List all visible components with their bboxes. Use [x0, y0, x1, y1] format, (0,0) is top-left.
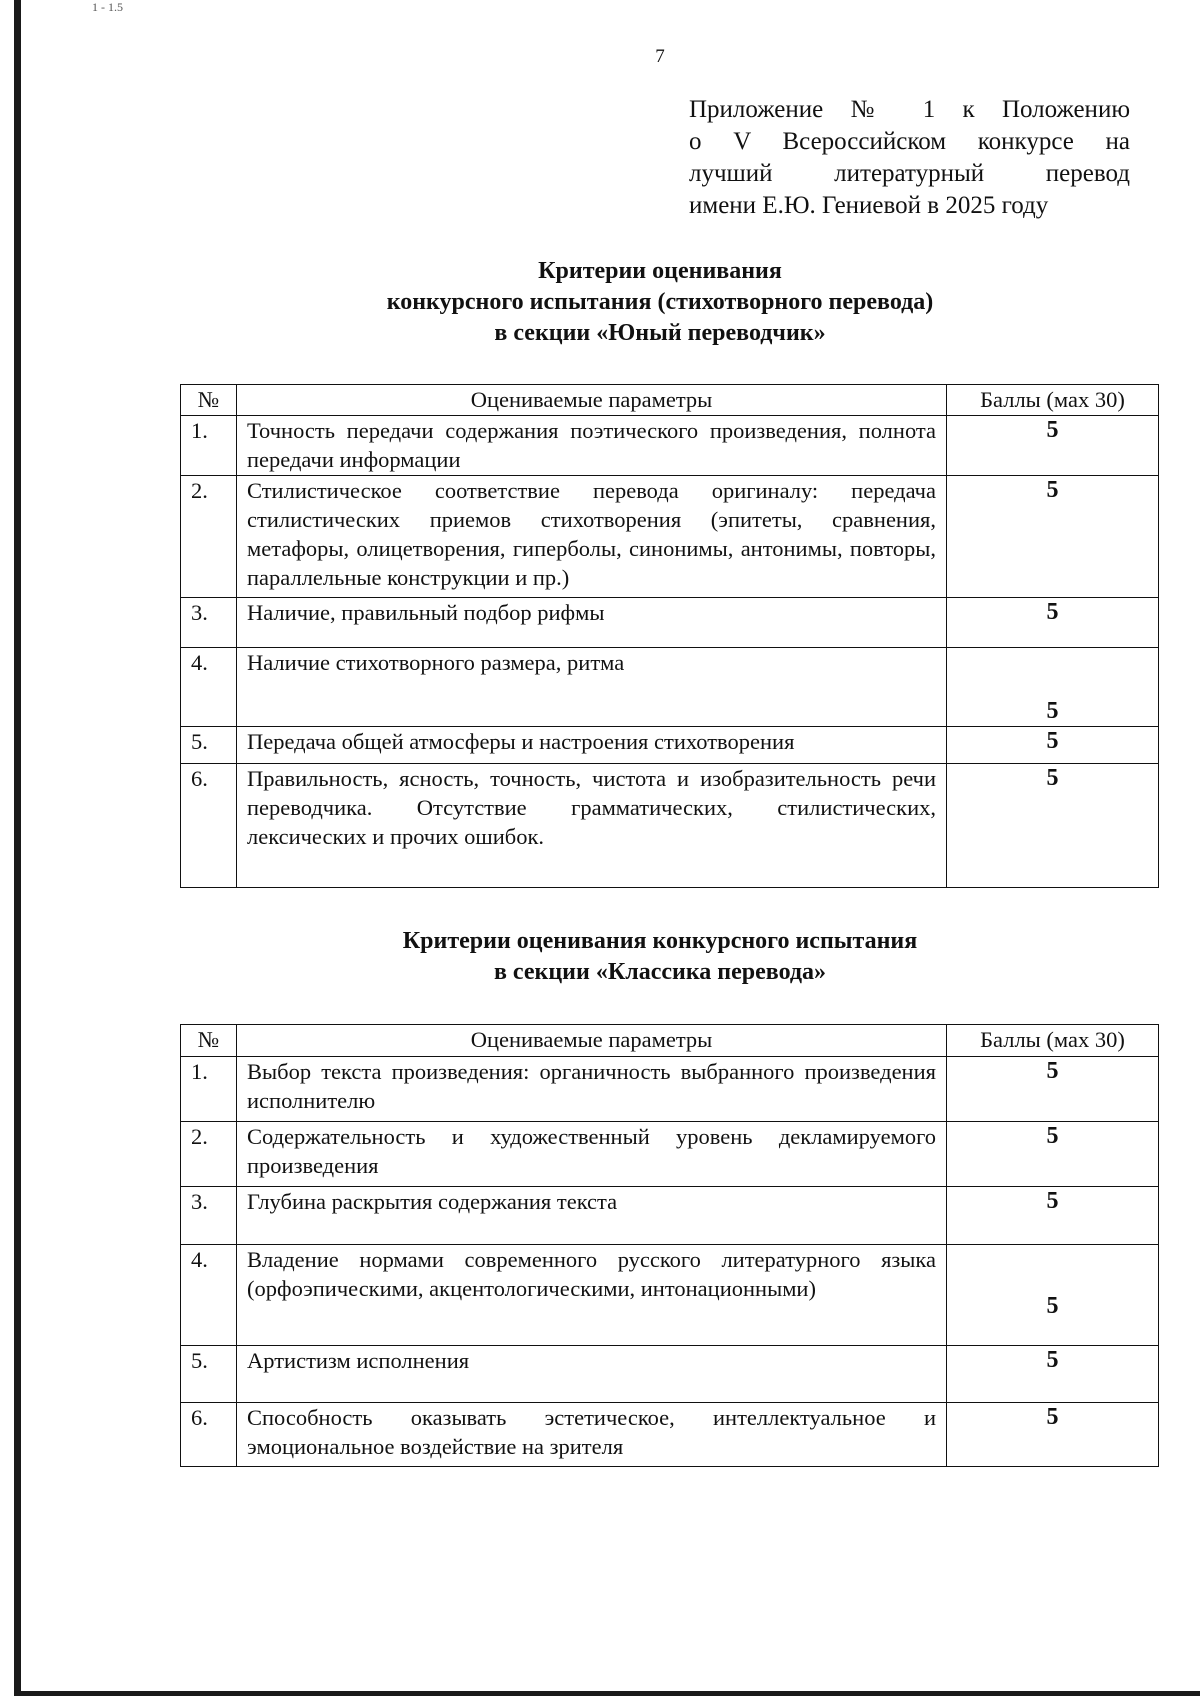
- row-num: 3.: [181, 598, 237, 648]
- header-score: Баллы (мах 30): [947, 385, 1159, 416]
- row-score: 5: [947, 1245, 1159, 1346]
- table-row: [181, 1403, 1159, 1467]
- row-score: 5: [947, 476, 1159, 598]
- table-row: [181, 1057, 1159, 1122]
- row-param: Передача общей атмосферы и настроения стихотворения: [237, 727, 947, 764]
- header-param: Оцениваемые параметры: [237, 385, 947, 416]
- row-score: 5: [947, 1187, 1159, 1245]
- table-header-row: [181, 1025, 1159, 1057]
- row-num: 2.: [181, 1122, 237, 1187]
- table-row: [181, 476, 1159, 598]
- header-param: Оцениваемые параметры: [237, 1025, 947, 1057]
- appendix-reference: [689, 94, 1130, 222]
- row-score: 5: [947, 1403, 1159, 1467]
- section1-title: [180, 256, 1140, 349]
- appendix-line: имени Е.Ю. Гениевой в 2025 году: [689, 192, 1049, 219]
- table-row: [181, 416, 1159, 476]
- page-number: 7: [655, 46, 665, 67]
- row-score: 5: [947, 764, 1159, 888]
- section1-title-line: Критерии оценивания: [538, 258, 782, 284]
- row-score: 5: [947, 598, 1159, 648]
- header-num: №: [181, 385, 237, 416]
- appendix-line: о V Всероссийском конкурсе на: [689, 128, 1130, 155]
- row-num: 6.: [181, 1403, 237, 1467]
- row-score: 5: [947, 416, 1159, 476]
- row-param: Наличие, правильный подбор рифмы: [237, 598, 947, 648]
- table-row: [181, 1187, 1159, 1245]
- row-num: 5.: [181, 1346, 237, 1403]
- row-score: 5: [947, 1122, 1159, 1187]
- row-score: 5: [947, 1346, 1159, 1403]
- header-score: Баллы (мах 30): [947, 1025, 1159, 1057]
- section2-title-line: Критерии оценивания конкурсного испытания: [402, 928, 918, 954]
- table-row: [181, 598, 1159, 648]
- row-score: 5: [947, 1057, 1159, 1122]
- row-param: Стилистическое соответствие перевода оригиналу: передача стилистических приемов стихотворения (эпитеты, сравнения, метафоры, олицетворения, гиперболы, синонимы, антонимы, повторы, параллельные конструкции и пр.): [237, 476, 947, 598]
- table-header-row: [181, 385, 1159, 416]
- section2-title-line: в секции «Классика перевода»: [493, 959, 827, 985]
- row-param: Содержательность и художественный уровень декламируемого произведения: [237, 1122, 947, 1187]
- row-param: Глубина раскрытия содержания текста: [237, 1187, 947, 1245]
- table-row: [181, 764, 1159, 888]
- row-param: Владение нормами современного русского литературного языка (орфоэпическими, акцентологическими, интонационными): [237, 1245, 947, 1346]
- section1-title-line: конкурсного испытания (стихотворного перевода): [386, 289, 934, 315]
- row-param: Способность оказывать эстетическое, интеллектуальное и эмоциональное воздействие на зрителя: [237, 1403, 947, 1467]
- row-num: 5.: [181, 727, 237, 764]
- header-num: №: [181, 1025, 237, 1057]
- row-num: 4.: [181, 1245, 237, 1346]
- row-score: 5: [947, 648, 1159, 727]
- scan-bottom-edge: [14, 1691, 1200, 1696]
- section2-criteria-table: [180, 1024, 1159, 1467]
- row-num: 3.: [181, 1187, 237, 1245]
- scan-corner-mark: 1 - 1.5: [92, 0, 123, 14]
- section1-title-line: в секции «Юный переводчик»: [494, 320, 826, 346]
- section2-title: [180, 926, 1140, 988]
- scan-left-edge: [14, 0, 21, 1696]
- table-row: [181, 1346, 1159, 1403]
- appendix-line: лучший литературный перевод: [689, 160, 1130, 187]
- row-param: Точность передачи содержания поэтического произведения, полнота передачи информации: [237, 416, 947, 476]
- table-row: [181, 1245, 1159, 1346]
- row-param: Наличие стихотворного размера, ритма: [237, 648, 947, 727]
- row-param: Выбор текста произведения: органичность выбранного произведения исполнителю: [237, 1057, 947, 1122]
- appendix-line: Приложение № 1 к Положению: [689, 96, 1130, 123]
- row-num: 1.: [181, 416, 237, 476]
- table-row: [181, 727, 1159, 764]
- section1-criteria-table: [180, 384, 1159, 888]
- row-num: 1.: [181, 1057, 237, 1122]
- row-param: Артистизм исполнения: [237, 1346, 947, 1403]
- table-row: [181, 648, 1159, 727]
- row-num: 6.: [181, 764, 237, 888]
- row-score: 5: [947, 727, 1159, 764]
- row-num: 2.: [181, 476, 237, 598]
- row-num: 4.: [181, 648, 237, 727]
- table-row: [181, 1122, 1159, 1187]
- row-param: Правильность, ясность, точность, чистота и изобразительность речи переводчика. Отсутствие грамматических, стилистических, лексических и прочих ошибок.: [237, 764, 947, 888]
